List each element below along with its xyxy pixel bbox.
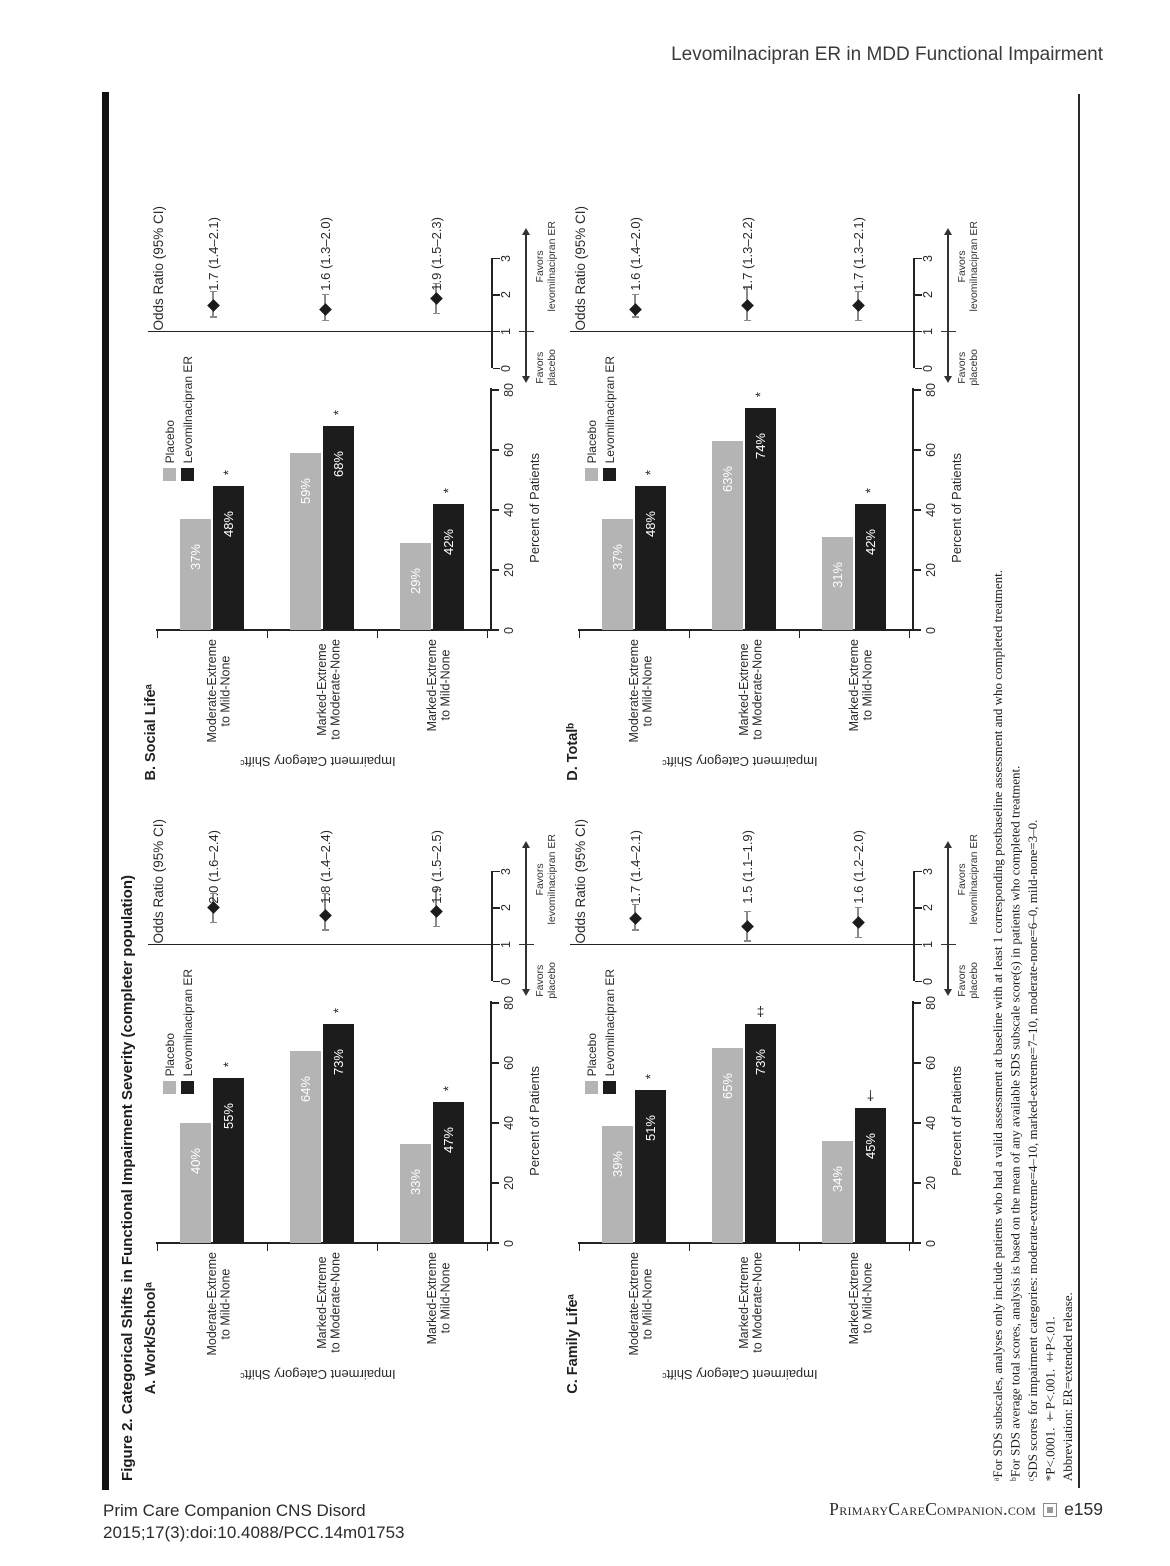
page-number: e159 — [1064, 1499, 1103, 1519]
percent-axis-tick — [914, 509, 921, 510]
legend-swatch-levomilnacipran — [603, 468, 616, 481]
or-tick-label: 1 — [921, 941, 935, 949]
bar-value-label-levomilnacipran: 55% — [221, 1102, 236, 1130]
legend-label-levomilnacipran: Levomilnacipran ER — [603, 968, 617, 1076]
panel-title-A: A. Work/Schoolᵃ — [143, 1281, 159, 1394]
percent-axis-tick — [492, 1242, 499, 1243]
odds-ratio-label: 1.9 (1.5–2.3) — [428, 217, 444, 291]
bar-value-label-levomilnacipran: 73% — [753, 1048, 768, 1076]
favors-arrow-cross-tick — [519, 944, 534, 945]
odds-ratio-header: Odds Ratio (95% CI) — [572, 819, 588, 944]
or-axis — [491, 871, 493, 981]
bar-value-label-placebo: 29% — [408, 567, 423, 595]
odds-ratio-ci-cap — [210, 291, 217, 292]
percent-axis-tick — [914, 1122, 921, 1123]
percent-axis-tick — [492, 389, 499, 390]
category-label: Marked-Extreme to Mild-None — [846, 639, 874, 732]
bar-placebo — [602, 1126, 633, 1243]
odds-ratio-diamond — [319, 303, 332, 316]
favors-arrow-head-down — [944, 989, 952, 996]
or-tick-label: 3 — [921, 867, 935, 875]
odds-ratio-ci-cap — [744, 940, 751, 941]
odds-ratio-diamond — [852, 916, 865, 929]
favors-arrow-line — [525, 847, 526, 990]
or-tick-label: 0 — [499, 978, 513, 985]
bar-value-label-levomilnacipran: 48% — [221, 510, 236, 538]
percent-tick-label: 60 — [502, 1056, 516, 1070]
category-axis-tick — [909, 1243, 910, 1251]
bar-placebo — [180, 1123, 211, 1243]
significance-marker: * — [643, 1074, 658, 1080]
odds-ratio-header: Odds Ratio (95% CI) — [150, 819, 166, 944]
percent-axis-tick — [914, 1182, 921, 1183]
favors-placebo-label: Favors placebo — [534, 961, 558, 999]
favors-levomilnacipran-label: Favors levomilnacipran ER — [956, 220, 980, 312]
favors-arrow-line — [525, 234, 526, 377]
footnote-b: ᵇFor SDS average total scores, analysis is based on the mean of any available SDS subscale score(s) in patients who completed treatment. — [1007, 765, 1023, 1481]
percent-tick-label: 0 — [924, 1239, 938, 1247]
percent-axis-tick — [492, 1182, 499, 1183]
journal-citation — [103, 1500, 405, 1543]
percent-tick-label: 40 — [502, 1116, 516, 1130]
category-label: Marked-Extreme to Moderate-None — [736, 639, 764, 740]
significance-marker: * — [441, 488, 456, 494]
percent-axis-tick — [492, 569, 499, 570]
legend-swatch-placebo — [585, 1081, 598, 1094]
category-axis-title: Impairment Category Shiftᶜ — [240, 753, 396, 769]
favors-placebo-label: Favors placebo — [956, 961, 980, 999]
odds-ratio-label: 1.9 (1.5–2.5) — [428, 830, 444, 904]
or-tick-label: 1 — [499, 328, 513, 336]
or-tick-label: 2 — [921, 904, 935, 912]
odds-ratio-ci-cap — [210, 316, 217, 317]
percent-axis-title: Percent of Patients — [948, 453, 964, 563]
odds-ratio-label: 1.6 (1.3–2.0) — [317, 217, 333, 291]
footnote-abbreviation: Abbreviation: ER=extended release. — [1060, 1292, 1075, 1481]
percent-axis-title: Percent of Patients — [526, 1066, 542, 1176]
journal-square-icon — [1043, 1503, 1057, 1517]
significance-marker: * — [331, 410, 346, 416]
percent-axis-tick — [492, 1062, 499, 1063]
percent-tick-label: 80 — [924, 383, 938, 397]
category-axis-title: Impairment Category Shiftᶜ — [662, 1366, 818, 1382]
journal-website: PrimaryCareCompanion.com — [829, 1499, 1037, 1519]
odds-ratio-header: Odds Ratio (95% CI) — [572, 206, 588, 331]
percent-axis-tick — [492, 449, 499, 450]
significance-marker: † — [863, 1087, 878, 1103]
favors-arrow-head-up — [522, 228, 530, 235]
percent-tick-label: 80 — [924, 996, 938, 1010]
or-axis — [913, 258, 915, 368]
percent-tick-label: 0 — [502, 626, 516, 634]
category-label: Moderate-Extreme to Mild-None — [626, 1252, 654, 1356]
percent-tick-label: 0 — [924, 626, 938, 634]
legend-label-levomilnacipran: Levomilnacipran ER — [181, 355, 195, 463]
or-tick-label: 3 — [921, 254, 935, 262]
bar-value-label-placebo: 37% — [188, 543, 203, 571]
odds-ratio-label: 1.6 (1.2–2.0) — [850, 830, 866, 904]
legend-swatch-levomilnacipran — [181, 468, 194, 481]
legend-swatch-levomilnacipran — [181, 1081, 194, 1094]
odds-ratio-ci-cap — [744, 911, 751, 912]
percent-axis-tick — [914, 449, 921, 450]
favors-arrow-line — [947, 847, 948, 990]
or-tick-label: 3 — [499, 867, 513, 875]
category-axis-tick — [487, 1243, 488, 1251]
bar-value-label-placebo: 34% — [830, 1165, 845, 1193]
percent-axis-tick — [914, 569, 921, 570]
significance-marker: * — [221, 470, 236, 476]
category-label: Marked-Extreme to Mild-None — [424, 639, 452, 732]
percent-tick-label: 40 — [502, 503, 516, 517]
odds-ratio-ci-cap — [210, 922, 217, 923]
bar-levomilnacipran — [433, 504, 464, 630]
percent-axis-tick — [492, 1002, 499, 1003]
favors-placebo-label: Favors placebo — [534, 348, 558, 386]
category-label: Moderate-Extreme to Mild-None — [626, 639, 654, 743]
odds-ratio-diamond — [430, 905, 443, 918]
category-axis-tick — [157, 1243, 158, 1251]
odds-ratio-label: 1.7 (1.3–2.1) — [850, 217, 866, 291]
favors-arrow-head-down — [944, 376, 952, 383]
or-reference-line — [570, 331, 914, 332]
bar-value-label-placebo: 63% — [720, 465, 735, 493]
odds-ratio-ci-cap — [855, 907, 862, 908]
category-label: Moderate-Extreme to Mild-None — [204, 639, 232, 743]
odds-ratio-ci-cap — [855, 320, 862, 321]
category-axis-tick — [157, 630, 158, 638]
odds-ratio-ci-cap — [632, 294, 639, 295]
odds-ratio-diamond — [430, 292, 443, 305]
odds-ratio-diamond — [629, 913, 642, 926]
percent-tick-label: 60 — [502, 443, 516, 457]
odds-ratio-ci-cap — [632, 316, 639, 317]
favors-placebo-label: Favors placebo — [956, 348, 980, 386]
favors-arrow-head-down — [522, 376, 530, 383]
favors-arrow-cross-tick — [941, 331, 956, 332]
odds-ratio-label: 1.7 (1.3–2.2) — [739, 217, 755, 291]
category-axis-tick — [689, 1243, 690, 1251]
favors-levomilnacipran-label: Favors levomilnacipran ER — [534, 833, 558, 925]
or-tick-label: 1 — [921, 328, 935, 336]
footnote-a: ᵃFor SDS subscales, analyses only include patients who had a valid assessment at baseline with at least 1 corresponding postbaseline assessment and who completed treatment. — [990, 569, 1005, 1481]
odds-ratio-label: 1.5 (1.1–1.9) — [739, 830, 755, 904]
percent-axis-tick — [914, 1062, 921, 1063]
bar-levomilnacipran — [855, 504, 886, 630]
percent-tick-label: 20 — [924, 563, 938, 577]
category-label: Marked-Extreme to Moderate-None — [314, 1252, 342, 1353]
bar-value-label-placebo: 37% — [610, 543, 625, 571]
odds-ratio-label: 1.7 (1.4–2.1) — [627, 830, 643, 904]
bar-value-label-placebo: 33% — [408, 1168, 423, 1196]
significance-marker: * — [863, 488, 878, 494]
percent-tick-label: 40 — [924, 1116, 938, 1130]
percent-axis-title: Percent of Patients — [948, 1066, 964, 1176]
footnote-c: ᶜSDS scores for impairment categories: moderate-extreme=4–10, marked-extreme=7–10, moderate-none=6–0, mild-none=3–0. — [1025, 819, 1040, 1481]
percent-tick-label: 20 — [502, 563, 516, 577]
or-tick-label: 0 — [921, 978, 935, 985]
odds-ratio-diamond — [741, 920, 754, 933]
or-tick-label: 3 — [499, 254, 513, 262]
bar-value-label-placebo: 39% — [610, 1150, 625, 1178]
percent-tick-label: 0 — [502, 1239, 516, 1247]
category-label: Marked-Extreme to Mild-None — [424, 1252, 452, 1345]
or-axis — [491, 258, 493, 368]
or-reference-line — [148, 331, 492, 332]
bar-value-label-levomilnacipran: 74% — [753, 432, 768, 460]
favors-arrow-cross-tick — [519, 331, 534, 332]
significance-marker: * — [221, 1062, 236, 1068]
odds-ratio-ci-cap — [855, 937, 862, 938]
odds-ratio-diamond — [207, 300, 220, 313]
running-head: Levomilnacipran ER in MDD Functional Impairment — [671, 44, 1103, 65]
odds-ratio-label: 1.7 (1.4–2.1) — [205, 217, 221, 291]
panel-title-C: C. Family Lifeᵃ — [565, 1294, 581, 1394]
category-axis-tick — [799, 630, 800, 638]
journal-doi: 2015;17(3):doi:10.4088/PCC.14m01753 — [103, 1522, 405, 1542]
bar-placebo — [602, 519, 633, 630]
category-axis-title: Impairment Category Shiftᶜ — [240, 1366, 396, 1382]
favors-arrow-head-up — [522, 841, 530, 848]
panel-title-D: D. Totalᵇ — [565, 723, 581, 781]
figure-title: Figure 2. Categorical Shifts in Functional Impairment Severity (completer population) — [118, 875, 136, 1481]
category-axis-tick — [909, 630, 910, 638]
bar-value-label-levomilnacipran: 51% — [643, 1114, 658, 1142]
significance-marker: * — [441, 1086, 456, 1092]
percent-axis-title: Percent of Patients — [526, 453, 542, 563]
odds-ratio-label: 2.0 (1.6–2.4) — [205, 830, 221, 904]
bar-levomilnacipran — [855, 1108, 886, 1243]
favors-arrow-head-up — [944, 841, 952, 848]
favors-arrow-head-up — [944, 228, 952, 235]
favors-arrow-cross-tick — [941, 944, 956, 945]
or-tick-label: 0 — [499, 365, 513, 372]
percent-axis-tick — [492, 1122, 499, 1123]
bar-value-label-levomilnacipran: 48% — [643, 510, 658, 538]
legend-label-levomilnacipran: Levomilnacipran ER — [181, 968, 195, 1076]
odds-ratio-ci-cap — [632, 929, 639, 930]
odds-ratio-label: 1.6 (1.4–2.0) — [627, 217, 643, 291]
bar-value-label-levomilnacipran: 42% — [863, 528, 878, 556]
category-label: Marked-Extreme to Mild-None — [846, 1252, 874, 1345]
percent-axis-tick — [492, 509, 499, 510]
or-reference-line — [148, 944, 492, 945]
category-axis-tick — [579, 630, 580, 638]
odds-ratio-ci-cap — [322, 929, 329, 930]
significance-marker: * — [753, 392, 768, 398]
or-reference-line — [570, 944, 914, 945]
footer-right — [700, 1499, 1103, 1520]
category-axis-tick — [487, 630, 488, 638]
bar-value-label-levomilnacipran: 45% — [863, 1132, 878, 1160]
bar-value-label-levomilnacipran: 47% — [441, 1126, 456, 1154]
legend-label-placebo: Placebo — [585, 419, 599, 463]
percent-tick-label: 60 — [924, 443, 938, 457]
percent-axis-tick — [492, 629, 499, 630]
odds-ratio-diamond — [629, 303, 642, 316]
percent-tick-label: 40 — [924, 503, 938, 517]
bar-levomilnacipran — [433, 1102, 464, 1243]
bar-value-label-levomilnacipran: 42% — [441, 528, 456, 556]
panel-title-B: B. Social Lifeᵃ — [143, 684, 159, 781]
odds-ratio-ci-cap — [322, 294, 329, 295]
bar-value-label-placebo: 64% — [298, 1075, 313, 1103]
percent-axis-tick — [914, 389, 921, 390]
odds-ratio-diamond — [319, 909, 332, 922]
or-tick-label: 2 — [499, 904, 513, 912]
bar-value-label-levomilnacipran: 73% — [331, 1048, 346, 1076]
or-tick-label: 2 — [499, 291, 513, 299]
favors-levomilnacipran-label: Favors levomilnacipran ER — [534, 220, 558, 312]
or-axis — [913, 871, 915, 981]
odds-ratio-ci-cap — [632, 904, 639, 905]
favors-arrow-line — [947, 234, 948, 377]
category-label: Marked-Extreme to Moderate-None — [314, 639, 342, 740]
journal-name: Prim Care Companion CNS Disord — [103, 1501, 366, 1520]
category-axis-tick — [377, 1243, 378, 1251]
footnote-pvalues: *P<.0001. †P<.001. ‡P<.01. — [1042, 1316, 1058, 1481]
significance-marker: ‡ — [753, 1003, 768, 1019]
category-axis-tick — [579, 1243, 580, 1251]
odds-ratio-diamond — [852, 300, 865, 313]
or-tick-label: 0 — [921, 365, 935, 372]
category-axis-tick — [689, 630, 690, 638]
category-label: Marked-Extreme to Moderate-None — [736, 1252, 764, 1353]
percent-tick-label: 80 — [502, 996, 516, 1010]
odds-ratio-ci-cap — [744, 320, 751, 321]
bar-levomilnacipran — [213, 486, 244, 630]
category-axis-tick — [799, 1243, 800, 1251]
odds-ratio-ci-cap — [855, 291, 862, 292]
category-label: Moderate-Extreme to Mild-None — [204, 1252, 232, 1356]
bar-value-label-placebo: 59% — [298, 477, 313, 505]
bar-levomilnacipran — [635, 1090, 666, 1243]
favors-arrow-head-down — [522, 989, 530, 996]
category-axis-tick — [377, 630, 378, 638]
odds-ratio-ci-cap — [322, 320, 329, 321]
legend-label-placebo: Placebo — [163, 1032, 177, 1076]
legend-label-placebo: Placebo — [163, 419, 177, 463]
legend-swatch-levomilnacipran — [603, 1081, 616, 1094]
category-axis-title: Impairment Category Shiftᶜ — [662, 753, 818, 769]
legend-label-placebo: Placebo — [585, 1032, 599, 1076]
odds-ratio-diamond — [741, 300, 754, 313]
legend-label-levomilnacipran: Levomilnacipran ER — [603, 355, 617, 463]
bar-value-label-placebo: 31% — [830, 561, 845, 589]
percent-axis-tick — [914, 1002, 921, 1003]
percent-tick-label: 20 — [924, 1176, 938, 1190]
odds-ratio-header: Odds Ratio (95% CI) — [150, 206, 166, 331]
odds-ratio-label: 1.8 (1.4–2.4) — [317, 830, 333, 904]
percent-tick-label: 60 — [924, 1056, 938, 1070]
bar-value-label-placebo: 40% — [188, 1147, 203, 1175]
bar-placebo — [180, 519, 211, 630]
category-axis-tick — [267, 1243, 268, 1251]
percent-axis-tick — [914, 1242, 921, 1243]
or-tick-label: 2 — [921, 291, 935, 299]
bar-value-label-placebo: 65% — [720, 1072, 735, 1100]
category-axis-tick — [267, 630, 268, 638]
percent-tick-label: 20 — [502, 1176, 516, 1190]
significance-marker: * — [331, 1008, 346, 1014]
bar-value-label-levomilnacipran: 68% — [331, 450, 346, 478]
percent-axis-tick — [914, 629, 921, 630]
legend-swatch-placebo — [585, 468, 598, 481]
bar-levomilnacipran — [635, 486, 666, 630]
odds-ratio-ci-cap — [433, 926, 440, 927]
significance-marker: * — [643, 470, 658, 476]
legend-swatch-placebo — [163, 1081, 176, 1094]
odds-ratio-ci-cap — [433, 313, 440, 314]
or-tick-label: 1 — [499, 941, 513, 949]
legend-swatch-placebo — [163, 468, 176, 481]
percent-tick-label: 80 — [502, 383, 516, 397]
favors-levomilnacipran-label: Favors levomilnacipran ER — [956, 833, 980, 925]
